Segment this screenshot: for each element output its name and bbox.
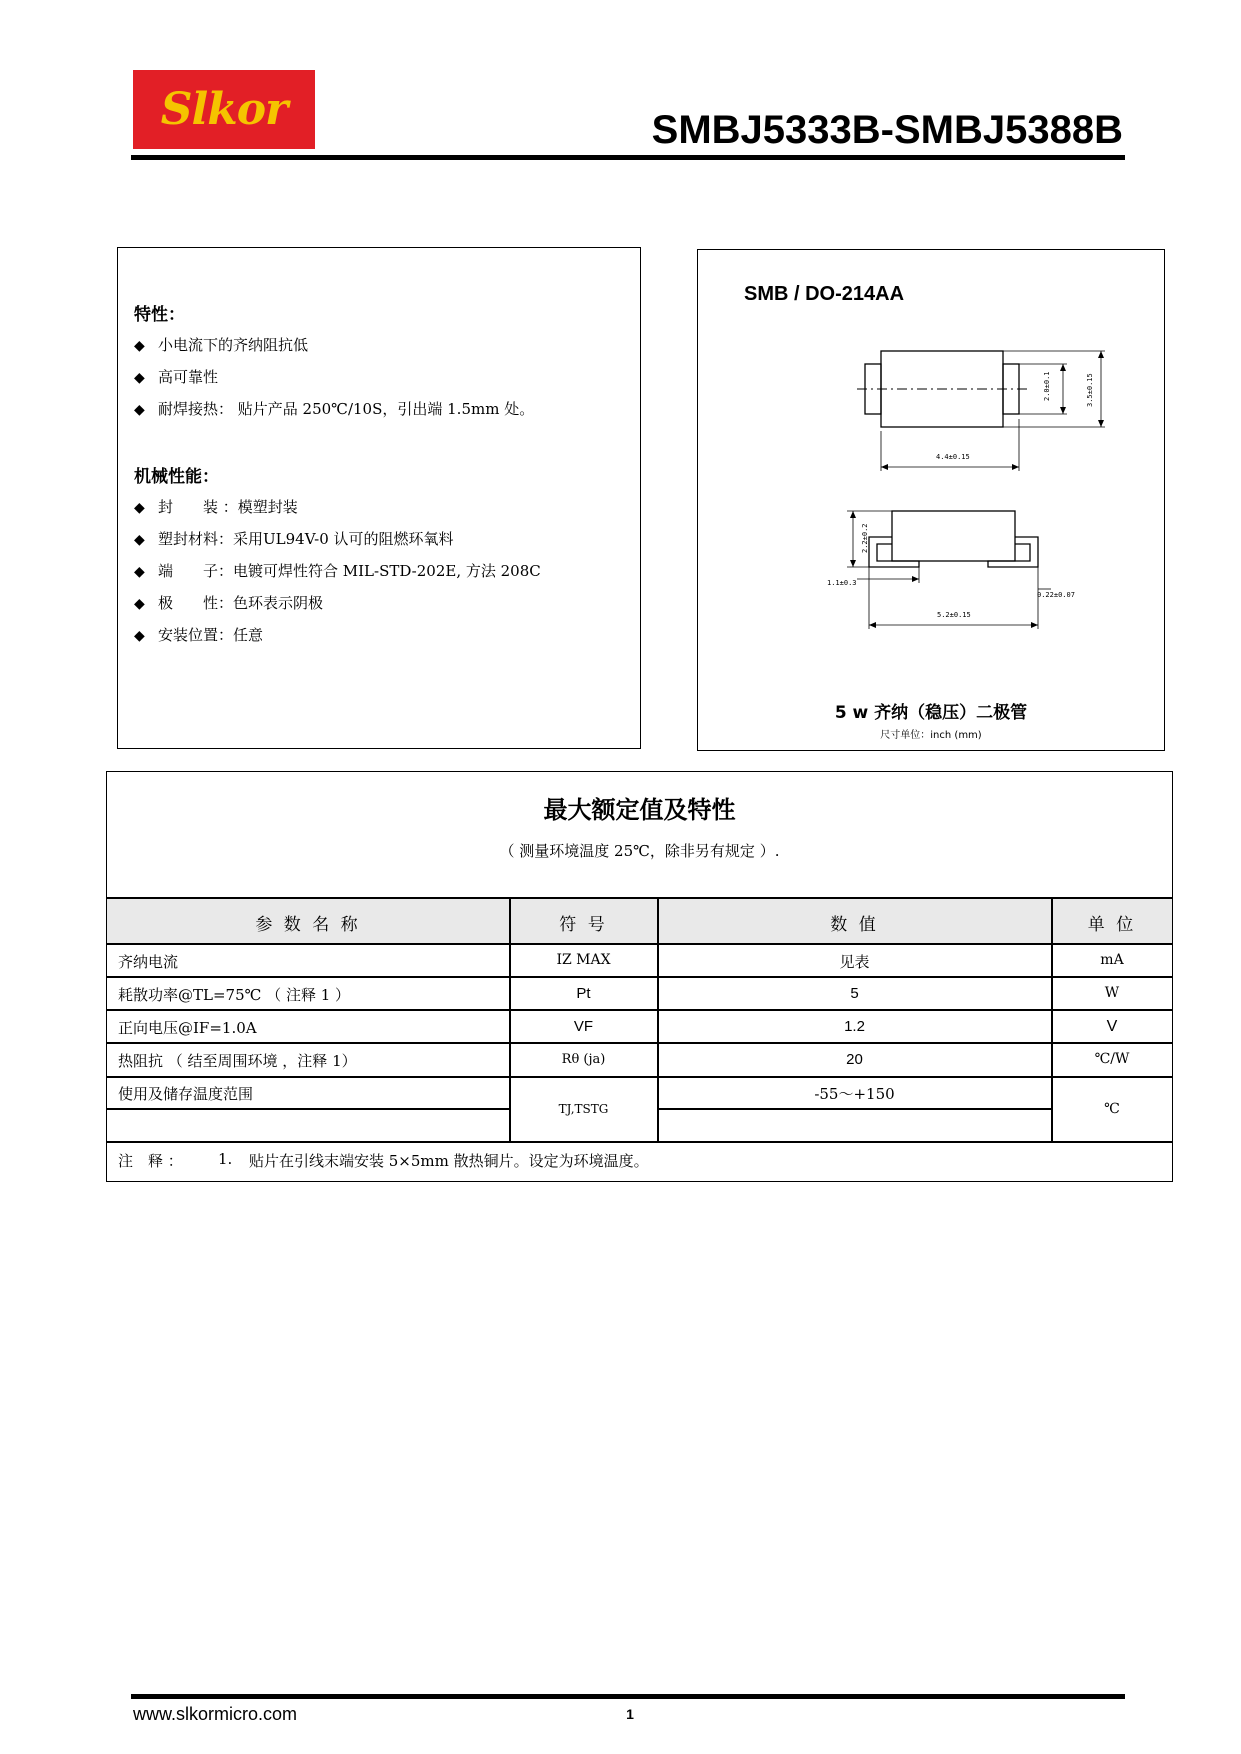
grid-line bbox=[106, 943, 1173, 945]
row-param: 使用及储存温度范围 bbox=[118, 1085, 254, 1103]
dim-label: 0.22±0.07 bbox=[1037, 591, 1075, 599]
bullet-icon: ◆ bbox=[134, 596, 145, 612]
grid-line bbox=[106, 1141, 1173, 1143]
row-unit: ℃/W bbox=[1094, 1051, 1130, 1067]
feature-item: ◆ 小电流下的齐纳阻抗低 bbox=[134, 336, 309, 354]
package-drawing bbox=[697, 249, 1165, 689]
bullet-icon: ◆ bbox=[134, 564, 145, 580]
mechanical-item: ◆ 端 子：电镀可焊性符合 MIL-STD-202E, 方法 208C bbox=[134, 562, 541, 580]
row-param: 耗散功率@TL=75℃ （ 注释 1 ） bbox=[118, 986, 351, 1004]
row-value: 5 bbox=[850, 985, 859, 1002]
grid-line bbox=[106, 976, 1173, 978]
grid-line bbox=[106, 1009, 1173, 1011]
page-title: SMBJ5333B-SMBJ5388B bbox=[651, 108, 1123, 152]
grid-line bbox=[106, 897, 1173, 899]
row-unit: W bbox=[1104, 985, 1120, 1001]
bullet-icon: ◆ bbox=[134, 532, 145, 548]
footer-url[interactable]: www.slkormicro.com bbox=[133, 1704, 298, 1724]
grid-line bbox=[106, 1076, 1173, 1078]
bullet-icon: ◆ bbox=[134, 370, 145, 386]
dim-label: 2.2±0.2 bbox=[861, 523, 869, 553]
row-unit: ℃ bbox=[1104, 1101, 1120, 1117]
row-value: 见表 bbox=[839, 953, 870, 971]
bullet-icon: ◆ bbox=[134, 500, 145, 516]
bullet-icon: ◆ bbox=[134, 628, 145, 644]
mechanical-item: ◆ 极 性：色环表示阴极 bbox=[134, 594, 324, 612]
header-param: 参 数 名 称 bbox=[255, 915, 361, 935]
header-unit: 单 位 bbox=[1087, 915, 1137, 935]
lead-side-right bbox=[988, 537, 1038, 567]
mechanical-item: ◆ 安装位置：任意 bbox=[134, 626, 264, 644]
row-unit: mA bbox=[1100, 952, 1124, 968]
footer-rule bbox=[131, 1694, 1125, 1699]
header-symbol: 符 号 bbox=[559, 915, 608, 935]
feature-item: ◆ 耐焊接热： 贴片产品 250℃/10S，引出端 1.5mm 处。 bbox=[134, 400, 535, 418]
logo bbox=[133, 70, 315, 149]
row-param: 热阻抗 （ 结至周围环境 ，注释 1） bbox=[118, 1052, 357, 1070]
logo-text: Slkor bbox=[160, 84, 288, 135]
package-caption: 5 w 齐纳（稳压）二极管 bbox=[834, 703, 1028, 723]
row-param: 齐纳电流 bbox=[118, 953, 179, 971]
note-label: 注 释 ： bbox=[118, 1152, 183, 1170]
grid-line bbox=[106, 1108, 509, 1110]
header-rule bbox=[131, 155, 1125, 160]
lead-side-left bbox=[869, 537, 919, 567]
bullet-icon: ◆ bbox=[134, 338, 145, 354]
row-symbol: IZ MAX bbox=[556, 952, 611, 968]
row-symbol: VF bbox=[573, 1018, 594, 1035]
features-heading: 特性： bbox=[134, 305, 185, 325]
dim-label: 2.0±0.1 bbox=[1043, 371, 1051, 401]
dim-label: 3.5±0.15 bbox=[1086, 373, 1094, 407]
row-symbol: Pt bbox=[576, 985, 591, 1002]
row-value: 1.2 bbox=[844, 1018, 865, 1035]
dim-label: 5.2±0.15 bbox=[937, 611, 971, 619]
row-param: 正向电压@IF=1.0A bbox=[118, 1019, 257, 1037]
grid-line bbox=[657, 1108, 1052, 1110]
page-number: 1 bbox=[626, 1706, 634, 1722]
grid-line bbox=[106, 1042, 1173, 1044]
header-value: 数 值 bbox=[830, 915, 879, 935]
row-unit: V bbox=[1106, 1018, 1118, 1035]
mechanical-heading: 机械性能： bbox=[134, 467, 219, 487]
mechanical-item: ◆ 封 装 ：模塑封装 bbox=[134, 498, 298, 516]
package-unit-note: 尺寸单位：inch (mm) bbox=[880, 730, 982, 741]
row-symbol: TJ,TSTG bbox=[558, 1102, 609, 1116]
note-number: 1. bbox=[218, 1150, 233, 1168]
row-symbol: Rθ (ja) bbox=[561, 1052, 606, 1067]
feature-item: ◆ 高可靠性 bbox=[134, 368, 219, 386]
ratings-subtitle: （ 测量环境温度 25℃，除非另有规定 ）. bbox=[499, 842, 780, 860]
package-title: SMB / DO-214AA bbox=[744, 283, 905, 305]
package-body-side bbox=[892, 511, 1015, 561]
dim-label: 1.1±0.3 bbox=[827, 579, 857, 587]
row-value: 20 bbox=[846, 1051, 863, 1068]
note-text: 贴片在引线末端安装 5×5mm 散热铜片。设定为环境温度。 bbox=[249, 1152, 649, 1170]
ratings-title: 最大额定值及特性 bbox=[543, 796, 736, 824]
mechanical-item: ◆ 塑封材料：采用UL94V-0 认可的阻燃环氧料 bbox=[134, 530, 454, 548]
dim-label: 4.4±0.15 bbox=[936, 453, 970, 461]
row-value: -55～+150 bbox=[814, 1085, 895, 1103]
bullet-icon: ◆ bbox=[134, 402, 145, 418]
